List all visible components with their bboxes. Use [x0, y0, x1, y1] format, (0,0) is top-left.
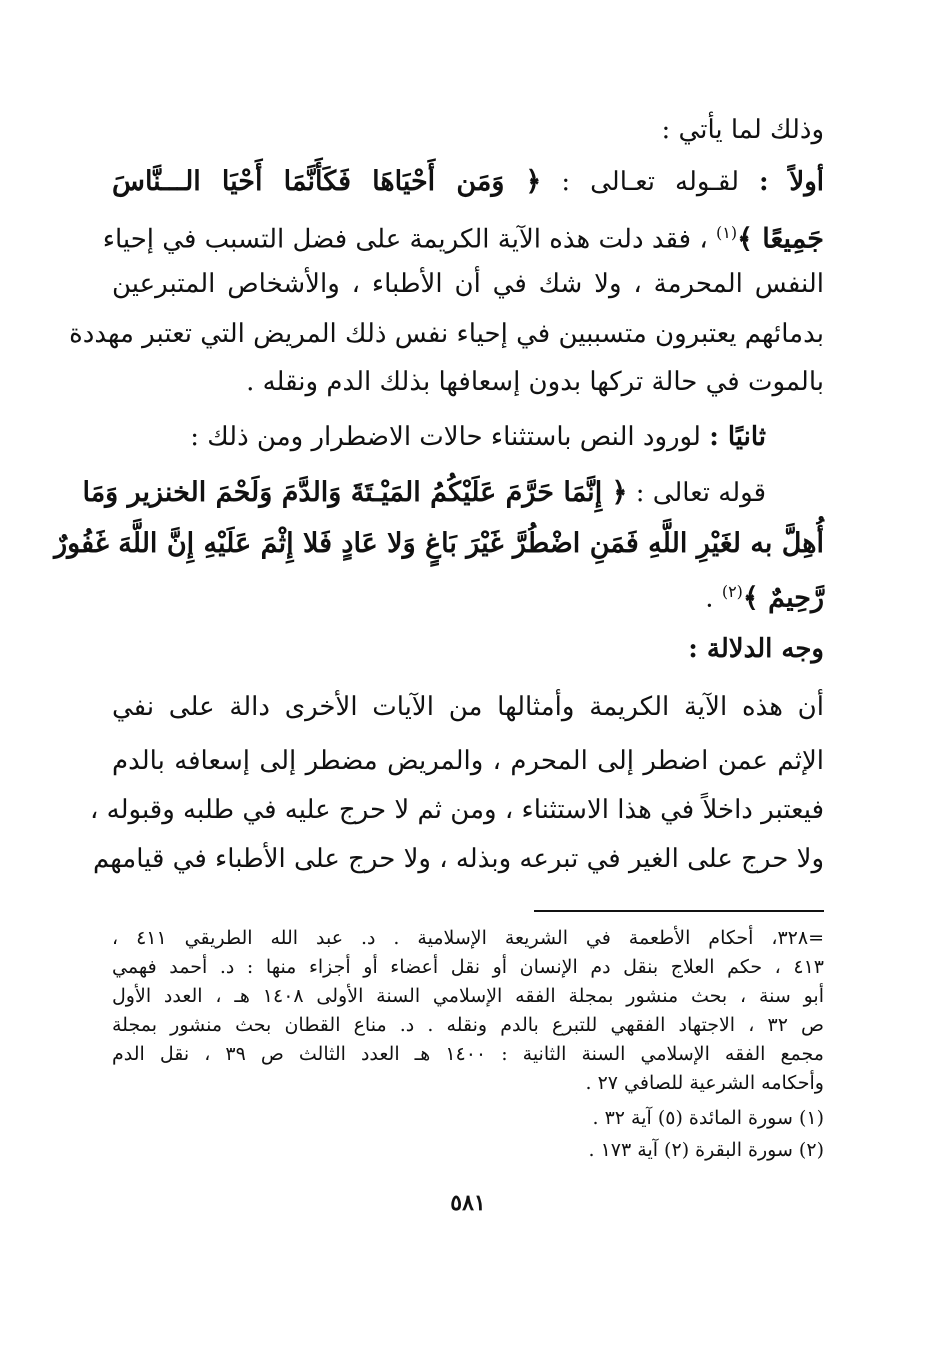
intro-line [662, 111, 824, 149]
paragraph-line-2-text: الإثم عمن اضطر إلى المحرم ، والمريض مضطر إلى إسعافه بالدم [112, 746, 824, 776]
footnote-2-text: (٢) سورة البقرة (٢) آية ١٧٣ . [588, 1139, 824, 1161]
paragraph-line-4-text: ولا حرج على الغير في تبرعه وبذله ، ولا حرج على الأطباء في قيامهم [93, 844, 824, 874]
first-reason-line-1 [112, 163, 824, 201]
footnote-cont-3-text: أبو سنة ، بحث منشور بمجلة الفقه الإسلامي السنة الأولى ١٤٠٨ هـ ، العدد الأول [112, 985, 824, 1007]
second-reason-text: لورود النص باستثناء حالات الاضطرار ومن ذلك : [190, 422, 701, 452]
verse-baqarah-line-2 [54, 525, 824, 563]
footnote-continued-line-3 [112, 984, 824, 1008]
first-reason-line-5 [246, 363, 824, 401]
paragraph-line-3-text: فيعتبر داخلاً في هذا الاستثناء ، ومن ثم لا حرج عليه في طلبه وقبوله ، [90, 795, 824, 825]
footnote-cont-1-text: =٣٢٨، أحكام الأطعمة في الشريعة الإسلامية . د. عبد الله الطريقي ٤١١ ، [112, 927, 825, 949]
first-reason-intro: لقـوله تعـالى : [561, 167, 739, 197]
quran-verse-maidah-part2: جَمِيعًا ﴾ [737, 223, 824, 255]
first-reason-line-5-text: بالموت في حالة تركها بدون إسعافها بذلك الدم ونقله . [246, 367, 824, 397]
first-reason-text: ، فقد دلت هذه الآية الكريمة على فضل التسبب في إحياء [102, 224, 708, 255]
verse-intro: قوله تعالى : [635, 478, 766, 508]
quran-verse-maidah-part1: ﴿ وَمَن أَحْيَاهَا فَكَأَنَّمَا أَحْيَا الـــنَّاسَ [112, 166, 542, 197]
first-reason-line-4 [69, 315, 824, 353]
first-reason-line-3 [112, 265, 824, 303]
quran-verse-baqarah-part2: أُهِلَّ به لغَيْرِ اللَّهِ فَمَنِ اضْطُرَّ غَيْرَ بَاغٍ وَلا عَادٍ فَلا إِثْمَ عَلَيْهِ إِنَّ اللَّهَ غَفُورٌ [54, 528, 824, 559]
first-reason-line-2 [102, 214, 824, 259]
footnote-1 [593, 1106, 825, 1130]
verse-baqarah-line-1 [82, 474, 766, 512]
first-reason-line-4-text: بدمائهم يعتبرون متسببين في إحياء نفس ذلك المريض التي تعتبر مهددة [69, 319, 824, 349]
first-reason-label: أولاً : [759, 167, 824, 197]
footnote-continued-line-4 [112, 1013, 824, 1037]
first-reason-line-3-text: النفس المحرمة ، ولا شك في أن الأطباء ، والأشخاص المتبرعين [112, 269, 824, 299]
footnote-ref-1: (١) [715, 223, 738, 242]
second-reason-line [190, 418, 766, 456]
footnote-cont-4-text: ص ٣٢ ، الاجتهاد الفقهي للتبرع بالدم ونقله . د. مناع القطان بحث منشور بمجلة [112, 1014, 825, 1036]
page-number-text: ٥٨١ [450, 1190, 486, 1216]
footnote-continued-line-6 [585, 1071, 824, 1095]
quran-verse-baqarah-part3: رَّحِيمٌ ﴾ [742, 582, 824, 614]
section-heading [688, 630, 824, 668]
paragraph-line-1-text: أن هذه الآية الكريمة وأمثالها من الآيات الأخرى دالة على نفي [112, 692, 824, 722]
footnote-2 [589, 1138, 825, 1162]
footnote-ref-2: (٢) [721, 582, 743, 601]
paragraph-line-1 [112, 688, 824, 726]
section-heading-text: وجه الدلالة : [688, 634, 824, 664]
footnote-cont-5-text: مجمع الفقه الإسلامي السنة الثانية : ١٤٠٠ هـ العدد الثالث ص ٣٩ ، نقل الدم [112, 1043, 824, 1065]
footnote-continued-line-2 [112, 955, 824, 979]
paragraph-line-3 [90, 791, 824, 829]
intro-text: وذلك لما يأتي : [661, 115, 824, 145]
footnote-continued-line-1 [112, 926, 824, 950]
verse-baqarah-line-3 [705, 573, 824, 618]
footnote-separator [534, 910, 824, 912]
verse-end-period: . [705, 583, 714, 614]
paragraph-line-4 [93, 840, 824, 878]
paragraph-line-2 [112, 742, 824, 780]
quran-verse-baqarah-part1: ﴿ إِنَّمَا حَرَّمَ عَلَيْكُمُ المَيْـتَةَ وَالدَّمَ وَلَحْمَ الخنزير وَمَا [82, 477, 628, 508]
page-number [0, 1190, 936, 1216]
footnote-cont-6-text: وأحكامه الشرعية للصافي ٢٧ . [585, 1072, 824, 1094]
footnote-cont-2-text: ٤١٣ ، حكم العلاج بنقل دم الإنسان أو نقل أعضاء أو أجزاء منها : د. أحمد فهمي [112, 956, 824, 978]
footnote-continued-line-5 [112, 1042, 824, 1066]
footnote-1-text: (١) سورة المائدة (٥) آية ٣٢ . [592, 1107, 824, 1129]
second-reason-label: ثانيًا : [709, 422, 766, 452]
